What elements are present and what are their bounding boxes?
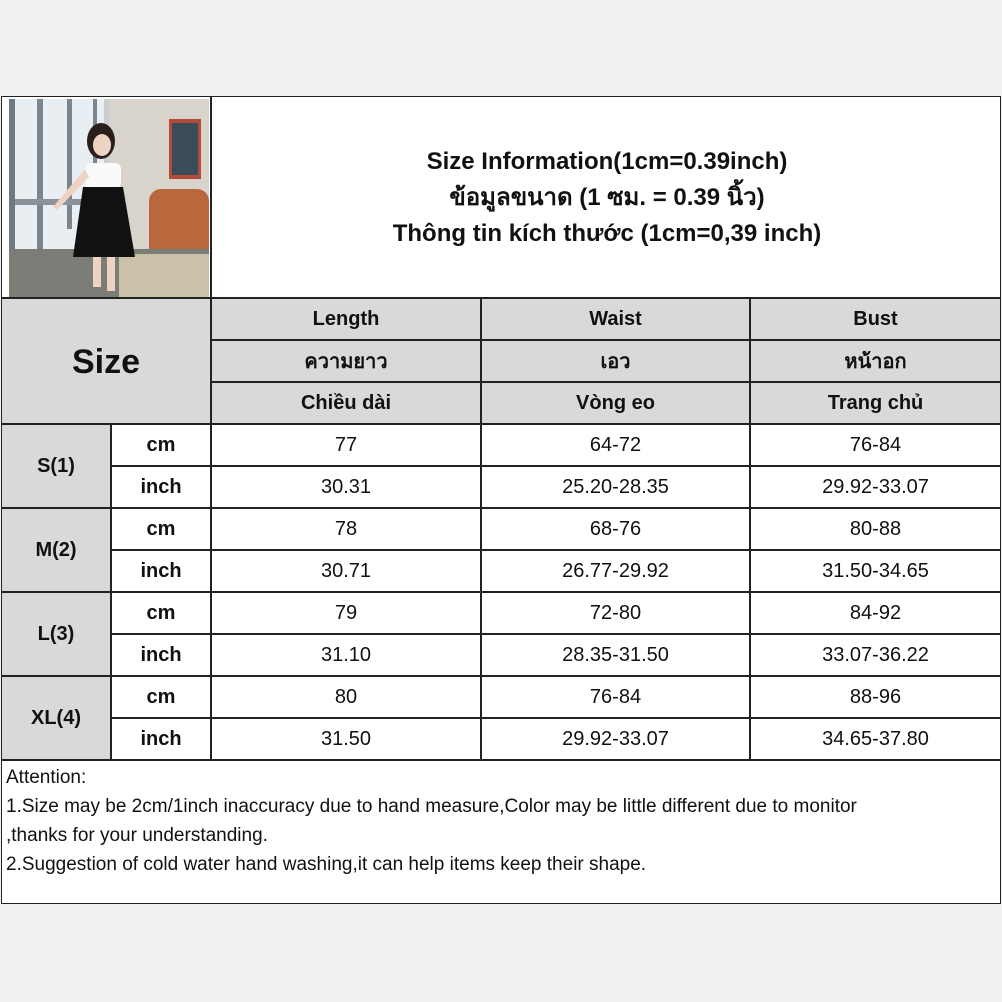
unit-label-inch: inch bbox=[140, 475, 182, 498]
xl-waist-cm: 76-84 bbox=[589, 685, 642, 708]
column-bust-th: หน้าอก bbox=[751, 341, 1000, 381]
l-bust-inch: 33.07-36.22 bbox=[822, 643, 929, 666]
s-waist-inch: 25.20-28.35 bbox=[562, 475, 669, 498]
grid-line bbox=[749, 299, 751, 759]
xl-length-inch: 31.50 bbox=[320, 727, 372, 750]
unit-label-cm: cm bbox=[146, 601, 176, 624]
column-waist-en: Waist bbox=[482, 299, 749, 339]
grid-line bbox=[112, 549, 1000, 551]
grid-line bbox=[112, 465, 1000, 467]
unit-label-inch: inch bbox=[140, 643, 182, 666]
title-vietnamese: Thông tin kích thước (1cm=0,39 inch) bbox=[392, 219, 822, 247]
attention-line-1: 1.Size may be 2cm/1inch inaccuracy due to hand measure,Color may be little different due to monitor bbox=[6, 796, 857, 817]
xl-bust-cm: 88-96 bbox=[849, 685, 902, 708]
title-thai: ข้อมูลขนาด (1 ซม. = 0.39 นิ้ว) bbox=[449, 183, 765, 211]
product-photo-illustration bbox=[9, 99, 209, 297]
s-length-inch: 30.31 bbox=[320, 475, 372, 498]
xl-length-cm: 80 bbox=[334, 685, 358, 708]
grid-line bbox=[212, 339, 1000, 341]
column-length-vi: Chiều dài bbox=[212, 383, 480, 423]
s-bust-cm: 76-84 bbox=[849, 433, 902, 456]
grid-line bbox=[480, 299, 482, 759]
size-label-xl: XL(4) bbox=[2, 677, 110, 759]
column-length-th: ความยาว bbox=[212, 341, 480, 381]
s-bust-inch: 29.92-33.07 bbox=[822, 475, 929, 498]
title-block bbox=[214, 97, 1000, 298]
attention-line-3: 2.Suggestion of cold water hand washing,it can help items keep their shape. bbox=[6, 854, 647, 875]
column-bust-vi: Trang chủ bbox=[751, 383, 1000, 423]
attention-heading: Attention: bbox=[6, 767, 87, 788]
l-waist-inch: 28.35-31.50 bbox=[562, 643, 669, 666]
l-waist-cm: 72-80 bbox=[589, 601, 642, 624]
title-english: Size Information(1cm=0.39inch) bbox=[426, 147, 788, 175]
m-length-cm: 78 bbox=[334, 517, 358, 540]
grid-line bbox=[2, 759, 1000, 761]
size-label-s: S(1) bbox=[2, 425, 110, 507]
grid-line bbox=[2, 591, 1000, 593]
m-waist-inch: 26.77-29.92 bbox=[562, 559, 669, 582]
column-waist-th: เอว bbox=[482, 341, 749, 381]
size-chart bbox=[1, 96, 1001, 904]
size-label-m: M(2) bbox=[2, 509, 110, 591]
attention-notes bbox=[6, 763, 996, 879]
grid-line bbox=[112, 633, 1000, 635]
column-bust-en: Bust bbox=[751, 299, 1000, 339]
attention-line-2: ,thanks for your understanding. bbox=[6, 825, 268, 846]
l-bust-cm: 84-92 bbox=[849, 601, 902, 624]
grid-line bbox=[2, 423, 1000, 425]
l-length-inch: 31.10 bbox=[320, 643, 372, 666]
grid-line bbox=[210, 97, 212, 759]
grid-line bbox=[2, 297, 1000, 299]
grid-line bbox=[112, 717, 1000, 719]
grid-line bbox=[212, 381, 1000, 383]
m-length-inch: 30.71 bbox=[320, 559, 372, 582]
l-length-cm: 79 bbox=[334, 601, 358, 624]
s-waist-cm: 64-72 bbox=[589, 433, 642, 456]
unit-label-cm: cm bbox=[146, 433, 176, 456]
size-header: Size bbox=[2, 299, 210, 425]
size-label-l: L(3) bbox=[2, 593, 110, 675]
grid-line bbox=[2, 507, 1000, 509]
m-waist-cm: 68-76 bbox=[589, 517, 642, 540]
unit-label-inch: inch bbox=[140, 727, 182, 750]
grid-line bbox=[2, 675, 1000, 677]
xl-waist-inch: 29.92-33.07 bbox=[562, 727, 669, 750]
unit-label-inch: inch bbox=[140, 559, 182, 582]
xl-bust-inch: 34.65-37.80 bbox=[822, 727, 929, 750]
product-photo bbox=[9, 99, 209, 297]
m-bust-inch: 31.50-34.65 bbox=[822, 559, 929, 582]
column-length-en: Length bbox=[212, 299, 480, 339]
column-waist-vi: Vòng eo bbox=[482, 383, 749, 423]
unit-label-cm: cm bbox=[146, 517, 176, 540]
m-bust-cm: 80-88 bbox=[849, 517, 902, 540]
unit-label-cm: cm bbox=[146, 685, 176, 708]
s-length-cm: 77 bbox=[334, 433, 358, 456]
